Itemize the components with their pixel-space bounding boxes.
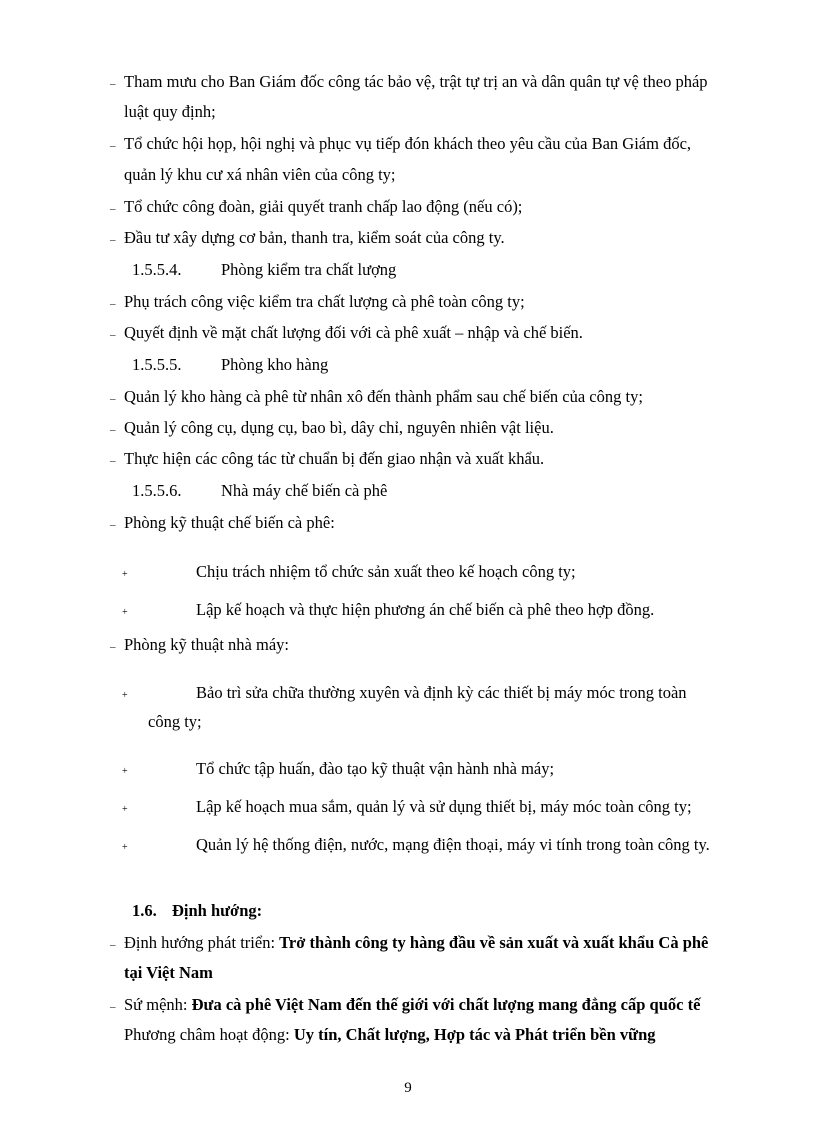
section-number: 1.5.5.5. bbox=[132, 355, 182, 374]
dash-bullet: – bbox=[110, 329, 116, 341]
emphasis: Uy tín, Chất lượng, Hợp tác và Phát triển bền vững bbox=[293, 1025, 656, 1044]
sub-bullet-line: Chịu trách nhiệm tổ chức sản xuất theo kế hoạch công ty; bbox=[196, 562, 576, 581]
dash-bullet: – bbox=[110, 455, 116, 467]
emphasis: Đưa cà phê Việt Nam đến thế giới với chất lượng mang đẳng cấp quốc tế bbox=[191, 995, 701, 1014]
dash-bullet: – bbox=[110, 140, 116, 152]
section-title: Phòng kiểm tra chất lượng bbox=[221, 260, 397, 279]
page-number: 9 bbox=[404, 1080, 412, 1096]
dash-bullet: – bbox=[110, 393, 116, 405]
section-title: Nhà máy chế biến cà phê bbox=[221, 481, 388, 500]
label: Định hướng phát triển: bbox=[124, 933, 280, 952]
sub-bullet-line: Lập kế hoạch và thực hiện phương án chế biến cà phê theo hợp đồng. bbox=[196, 600, 655, 619]
bullet-line: Thực hiện các công tác từ chuẩn bị đến giao nhận và xuất khẩu. bbox=[124, 449, 545, 468]
label: Phương châm hoạt động: bbox=[124, 1025, 294, 1044]
sub-bullet-line: Lập kế hoạch mua sắm, quản lý và sử dụng thiết bị, máy móc toàn công ty; bbox=[196, 797, 692, 816]
plus-bullet: + bbox=[122, 804, 128, 815]
dash-bullet: – bbox=[110, 939, 116, 951]
plus-bullet: + bbox=[122, 766, 128, 777]
dash-bullet: – bbox=[110, 424, 116, 436]
section-heading-title: Định hướng: bbox=[172, 901, 263, 920]
dash-bullet: – bbox=[110, 519, 116, 531]
bullet-line: Tham mưu cho Ban Giám đốc công tác bảo vệ, trật tự trị an và dân quân tự vệ theo pháp bbox=[124, 72, 708, 91]
motto bbox=[124, 1025, 656, 1045]
plus-bullet: + bbox=[122, 607, 128, 618]
bullet-line: quản lý khu cư xá nhân viên của công ty; bbox=[124, 165, 396, 184]
bullet-line: luật quy định; bbox=[124, 102, 216, 121]
development-orientation bbox=[124, 933, 708, 953]
sub-bullet-line: Bảo trì sửa chữa thường xuyên và định kỳ các thiết bị máy móc trong toàn bbox=[196, 683, 687, 702]
section-number: 1.5.5.6. bbox=[132, 481, 182, 500]
section-number: 1.5.5.4. bbox=[132, 260, 182, 279]
dash-bullet: – bbox=[110, 203, 116, 215]
bullet-line: Tổ chức công đoàn, giải quyết tranh chấp lao động (nếu có); bbox=[124, 197, 523, 216]
bullet-line: Phụ trách công việc kiểm tra chất lượng cà phê toàn công ty; bbox=[124, 292, 525, 311]
bullet-line: Phòng kỹ thuật nhà máy: bbox=[124, 635, 289, 654]
bullet-line: Đầu tư xây dựng cơ bản, thanh tra, kiểm soát của công ty. bbox=[124, 228, 505, 247]
sub-bullet-line: Quản lý hệ thống điện, nước, mạng điện thoại, máy vi tính trong toàn công ty. bbox=[196, 835, 710, 854]
bullet-line: Quản lý công cụ, dụng cụ, bao bì, dây chỉ, nguyên nhiên vật liệu. bbox=[124, 418, 554, 437]
bullet-line: Quyết định về mặt chất lượng đối với cà phê xuất – nhập và chế biến. bbox=[124, 323, 583, 342]
sub-bullet-line: Tổ chức tập huấn, đào tạo kỹ thuật vận hành nhà máy; bbox=[196, 759, 555, 778]
dash-bullet: – bbox=[110, 1001, 116, 1013]
bullet-text bbox=[124, 72, 746, 92]
plus-bullet: + bbox=[122, 842, 128, 853]
section-title: Phòng kho hàng bbox=[221, 355, 329, 374]
bullet-line: Phòng kỹ thuật chế biến cà phê: bbox=[124, 513, 335, 532]
sub-bullet-line: công ty; bbox=[148, 712, 202, 731]
dash-bullet: – bbox=[110, 298, 116, 310]
bullet-line: Tổ chức hội họp, hội nghị và phục vụ tiếp đón khách theo yêu cầu của Ban Giám đốc, bbox=[124, 134, 692, 153]
plus-bullet: + bbox=[122, 569, 128, 580]
mission bbox=[124, 995, 700, 1015]
emphasis: Trở thành công ty hàng đầu về sản xuất và xuất khẩu Cà phê bbox=[279, 933, 709, 952]
emphasis-continued: tại Việt Nam bbox=[124, 963, 213, 982]
dash-bullet: – bbox=[110, 234, 116, 246]
plus-bullet: + bbox=[122, 690, 128, 701]
label: Sứ mệnh: bbox=[124, 995, 192, 1014]
bullet-line: Quản lý kho hàng cà phê từ nhân xô đến thành phẩm sau chế biến của công ty; bbox=[124, 387, 643, 406]
dash-bullet: – bbox=[110, 641, 116, 653]
section-heading-number: 1.6. bbox=[132, 901, 157, 920]
dash-bullet: – bbox=[110, 78, 116, 90]
